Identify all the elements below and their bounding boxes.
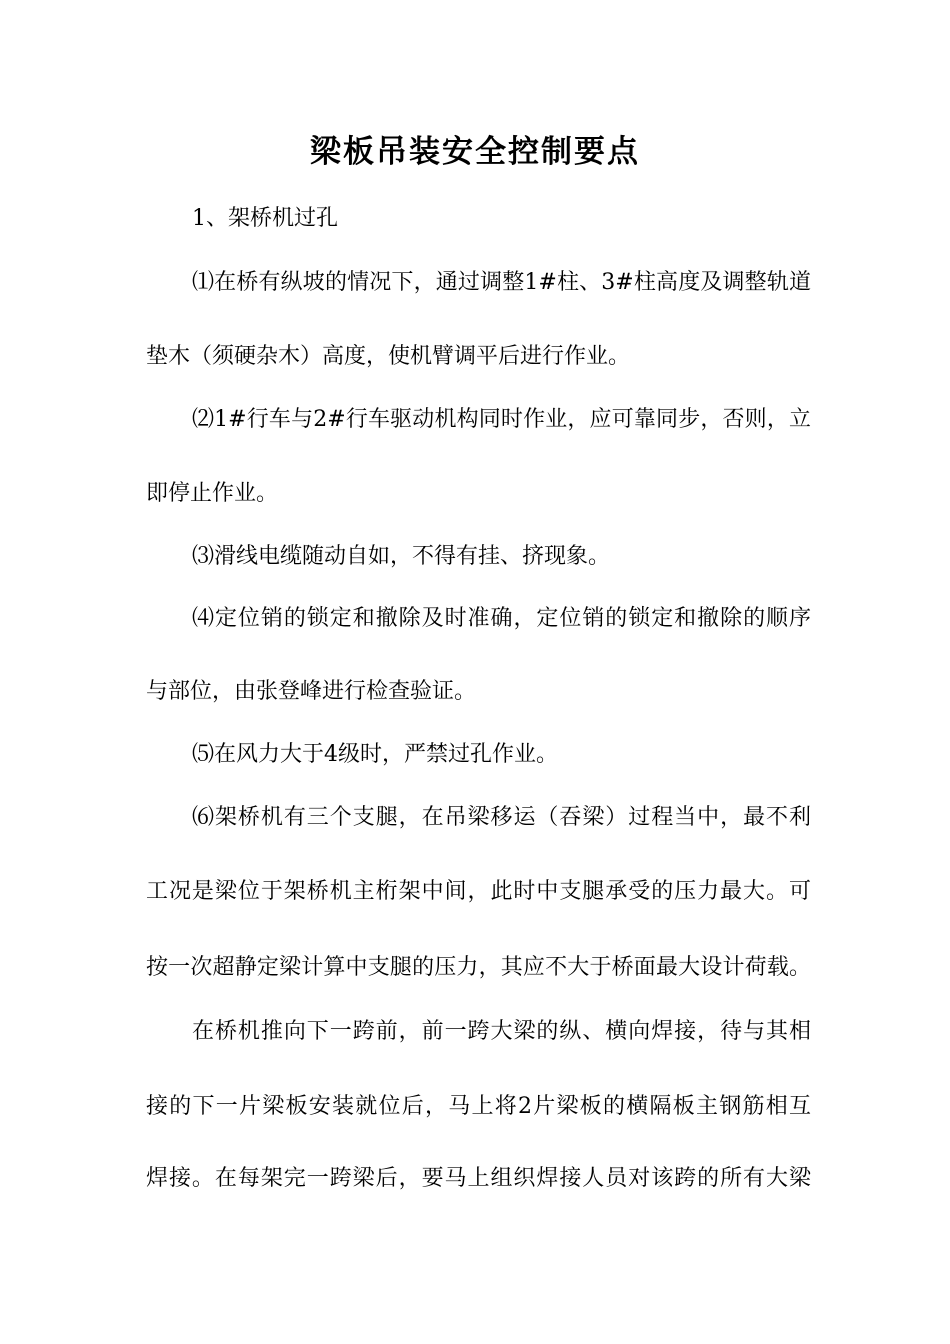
paragraph-line: ⑵1#行车与2#行车驱动机构同时作业，应可靠同步，否则，立 [192,407,811,432]
document-title: 梁板吊装安全控制要点 [310,134,640,170]
paragraph-line: ⑷定位销的锁定和撤除及时准确，定位销的锁定和撤除的顺序 [192,606,811,631]
paragraph-line: 按一次超静定梁计算中支腿的压力，其应不大于桥面最大设计荷载。 [146,955,811,980]
paragraph-line: ⑹架桥机有三个支腿，在吊梁移运（吞梁）过程当中，最不利 [192,805,811,830]
section-heading: 1、架桥机过孔 [192,206,338,231]
paragraph-line: 工况是梁位于架桥机主桁架中间，此时中支腿承受的压力最大。可 [146,879,811,904]
paragraph-line: 垫木（须硬杂木）高度，使机臂调平后进行作业。 [146,344,631,369]
paragraph-line: 在桥机推向下一跨前，前一跨大梁的纵、横向焊接，待与其相 [192,1019,811,1044]
paragraph-line: ⑴在桥有纵坡的情况下，通过调整1#柱、3#柱高度及调整轨道 [192,270,811,295]
paragraph-line: 接的下一片梁板安装就位后，马上将2片梁板的横隔板主钢筋相互 [146,1094,811,1119]
paragraph-line: 与部位，由张登峰进行检查验证。 [146,679,477,704]
paragraph-line: ⑶滑线电缆随动自如，不得有挂、挤现象。 [192,544,611,569]
paragraph-line: 即停止作业。 [146,481,279,506]
paragraph-line: ⑸在风力大于4级时，严禁过孔作业。 [192,742,558,767]
paragraph-line: 焊接。在每架完一跨梁后，要马上组织焊接人员对该跨的所有大梁 [146,1166,811,1191]
